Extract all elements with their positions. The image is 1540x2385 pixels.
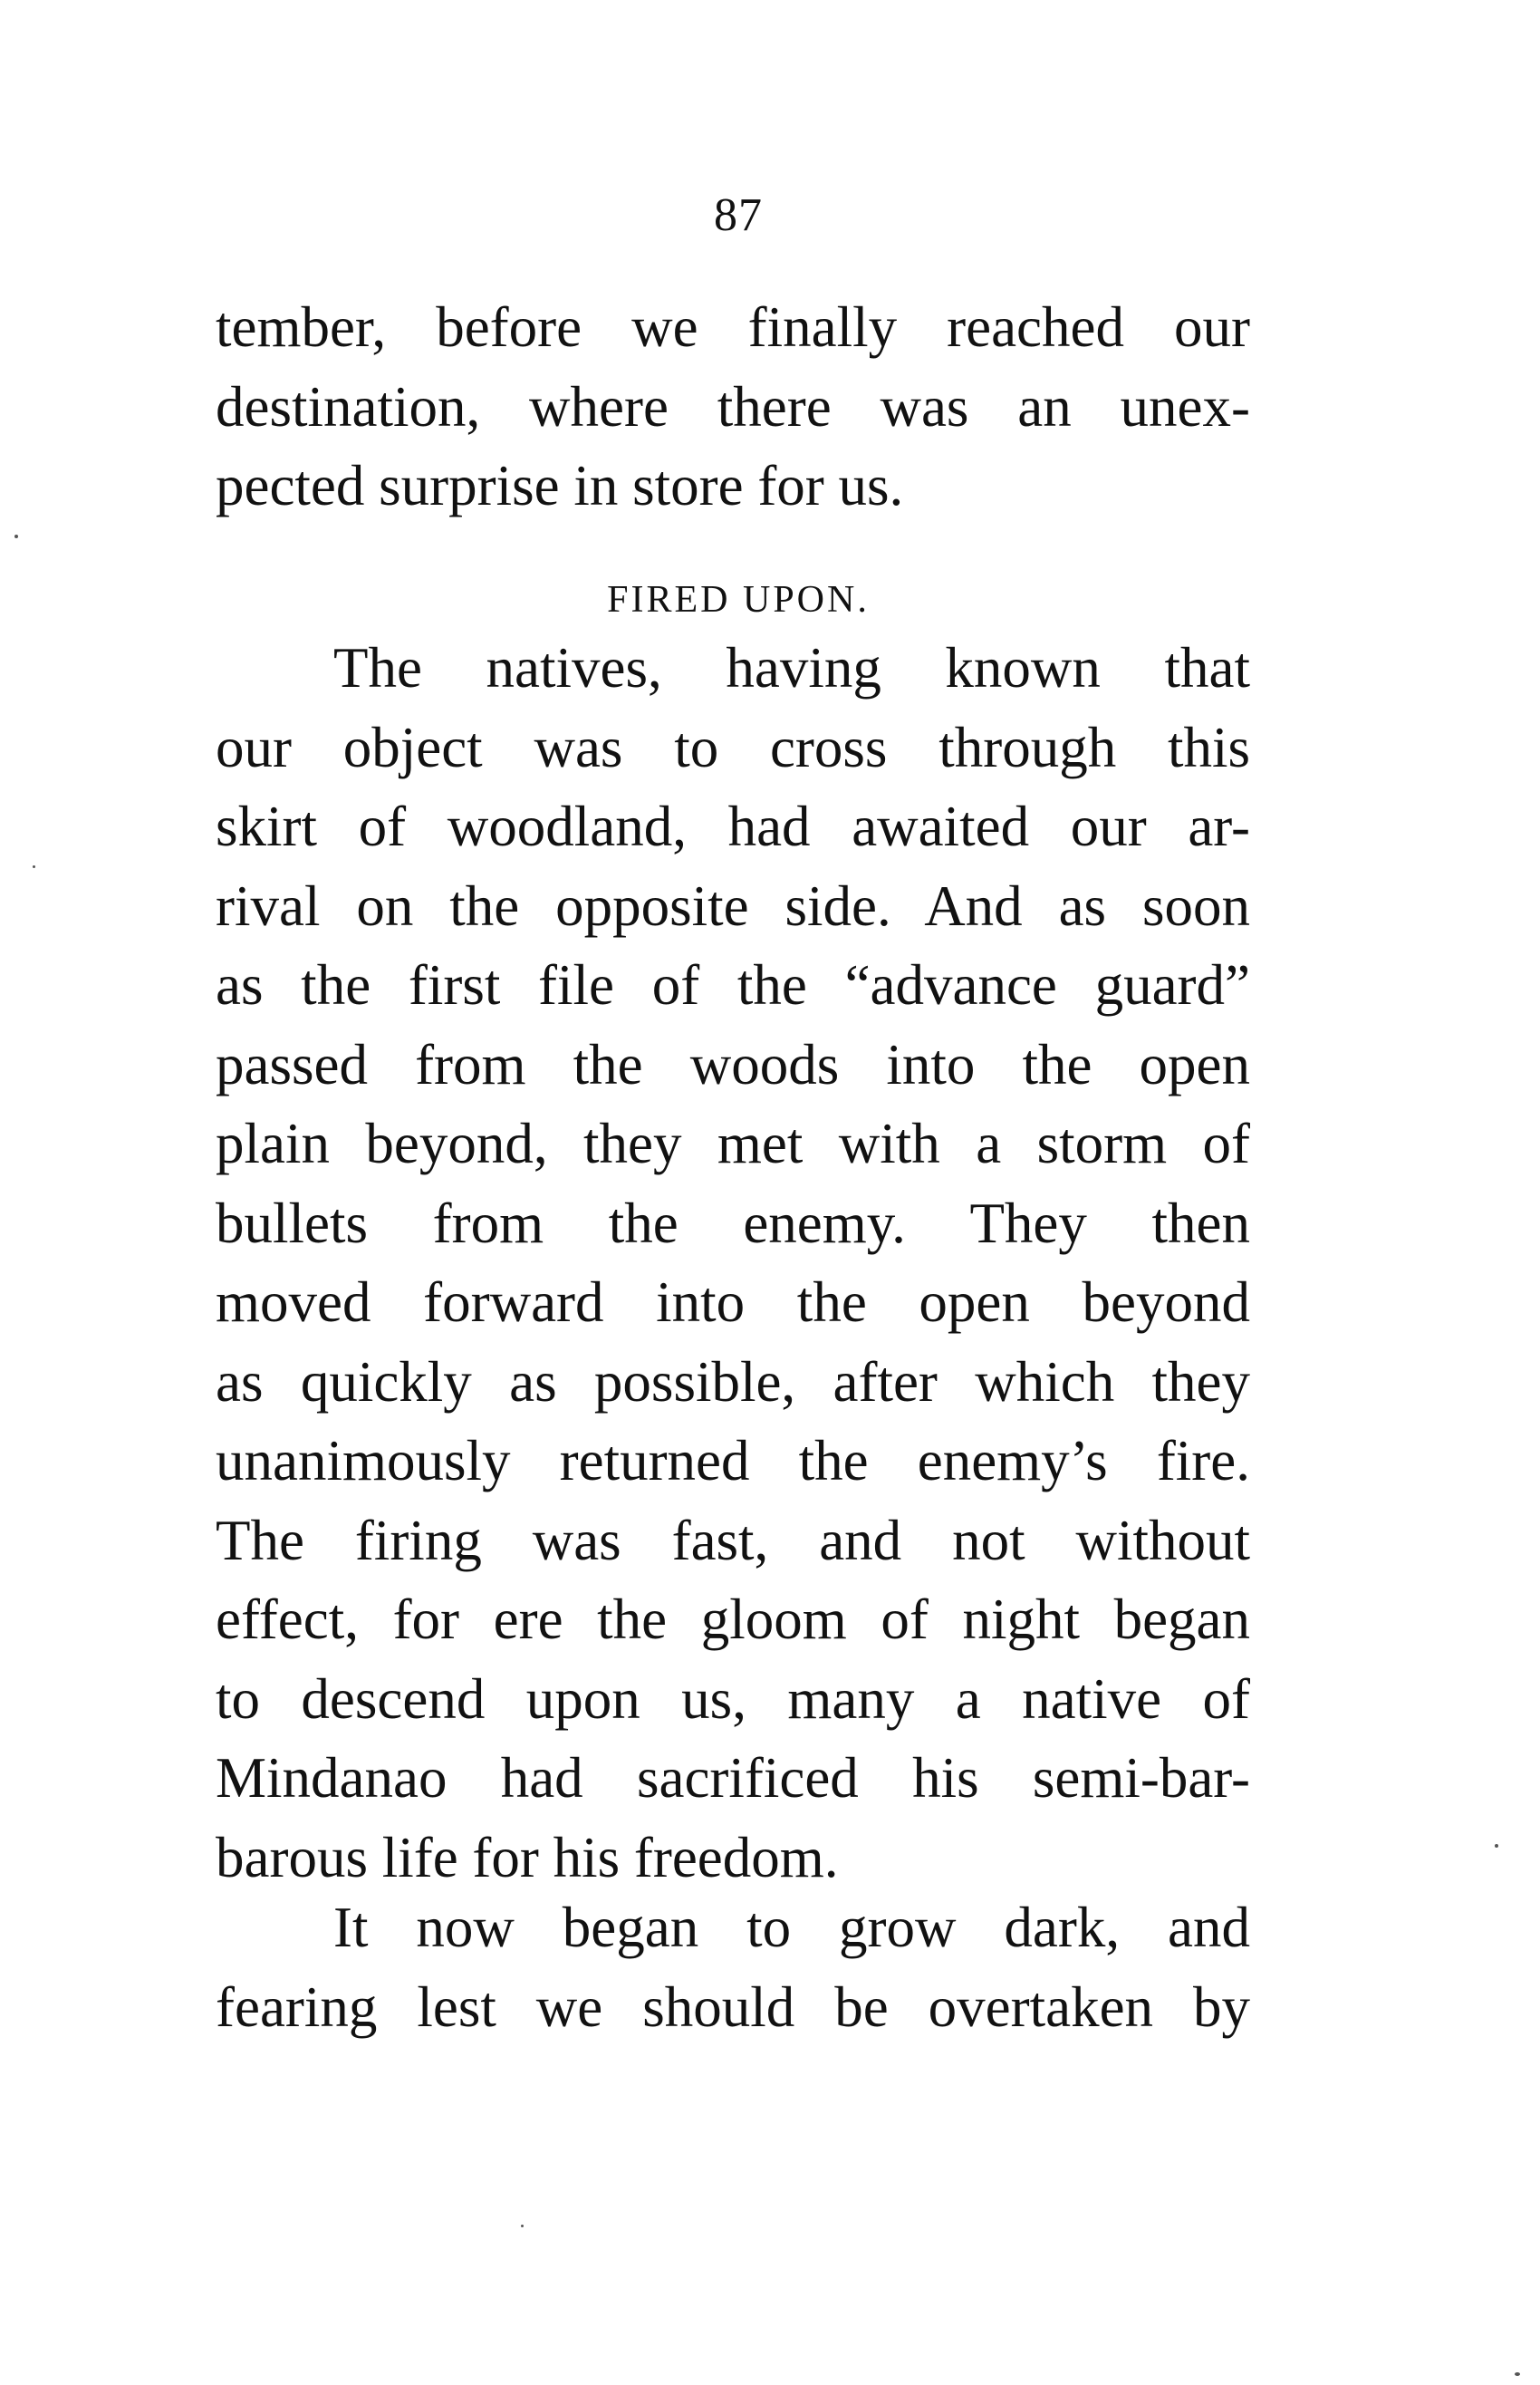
paragraph-1 [216, 288, 1250, 526]
paragraph-2-line: Mindanao had sacrificed his semi-bar- [216, 1746, 1250, 1810]
paragraph-3 [216, 1888, 1250, 2047]
paragraph-2-line: skirt of woodland, had awaited our ar- [216, 795, 1250, 858]
paragraph-2-line: bullets from the enemy. They then [216, 1191, 1250, 1255]
paragraph-2-line: our object was to cross through this [216, 715, 1250, 779]
paragraph-2-line: effect, for ere the gloom of night began [216, 1588, 1250, 1651]
scan-speck [14, 535, 18, 538]
paragraph-1-line: tember, before we finally reached our [216, 295, 1250, 359]
scan-speck [1495, 1844, 1498, 1848]
scan-speck [1515, 2372, 1520, 2376]
scan-speck [521, 2225, 524, 2227]
paragraph-2-line: plain beyond, they met with a storm of [216, 1112, 1250, 1175]
paragraph-2-line: as the first file of the “advance guard” [216, 953, 1250, 1017]
scan-speck [33, 865, 35, 868]
paragraph-1-line: destination, where there was an unex- [216, 374, 1250, 439]
paragraph-2-line: barous life for his freedom. [216, 1825, 839, 1889]
section-heading: FIRED UPON. [607, 579, 870, 621]
page-number: 87 [714, 189, 763, 241]
paragraph-2-line: as quickly as possible, after which they [216, 1349, 1250, 1414]
paragraph-2-line: rival on the opposite side. And as soon [216, 874, 1250, 938]
paragraph-1-line: pected surprise in store for us. [216, 454, 904, 517]
paragraph-3-line: fearing lest we should be overtaken by [216, 1975, 1250, 2039]
paragraph-2-line: The natives, having known that [333, 636, 1250, 700]
paragraph-3-line: It now began to grow dark, and [333, 1896, 1250, 1959]
paragraph-2-line: unanimously returned the enemy’s fire. [216, 1429, 1250, 1492]
paragraph-2-line: The firing was fast, and not without [216, 1508, 1250, 1572]
paragraph-2-line: moved forward into the open beyond [216, 1270, 1250, 1334]
paragraph-2 [216, 629, 1250, 1897]
paragraph-2-line: passed from the woods into the open [216, 1032, 1250, 1096]
paragraph-2-line: to descend upon us, many a native of [216, 1666, 1250, 1731]
